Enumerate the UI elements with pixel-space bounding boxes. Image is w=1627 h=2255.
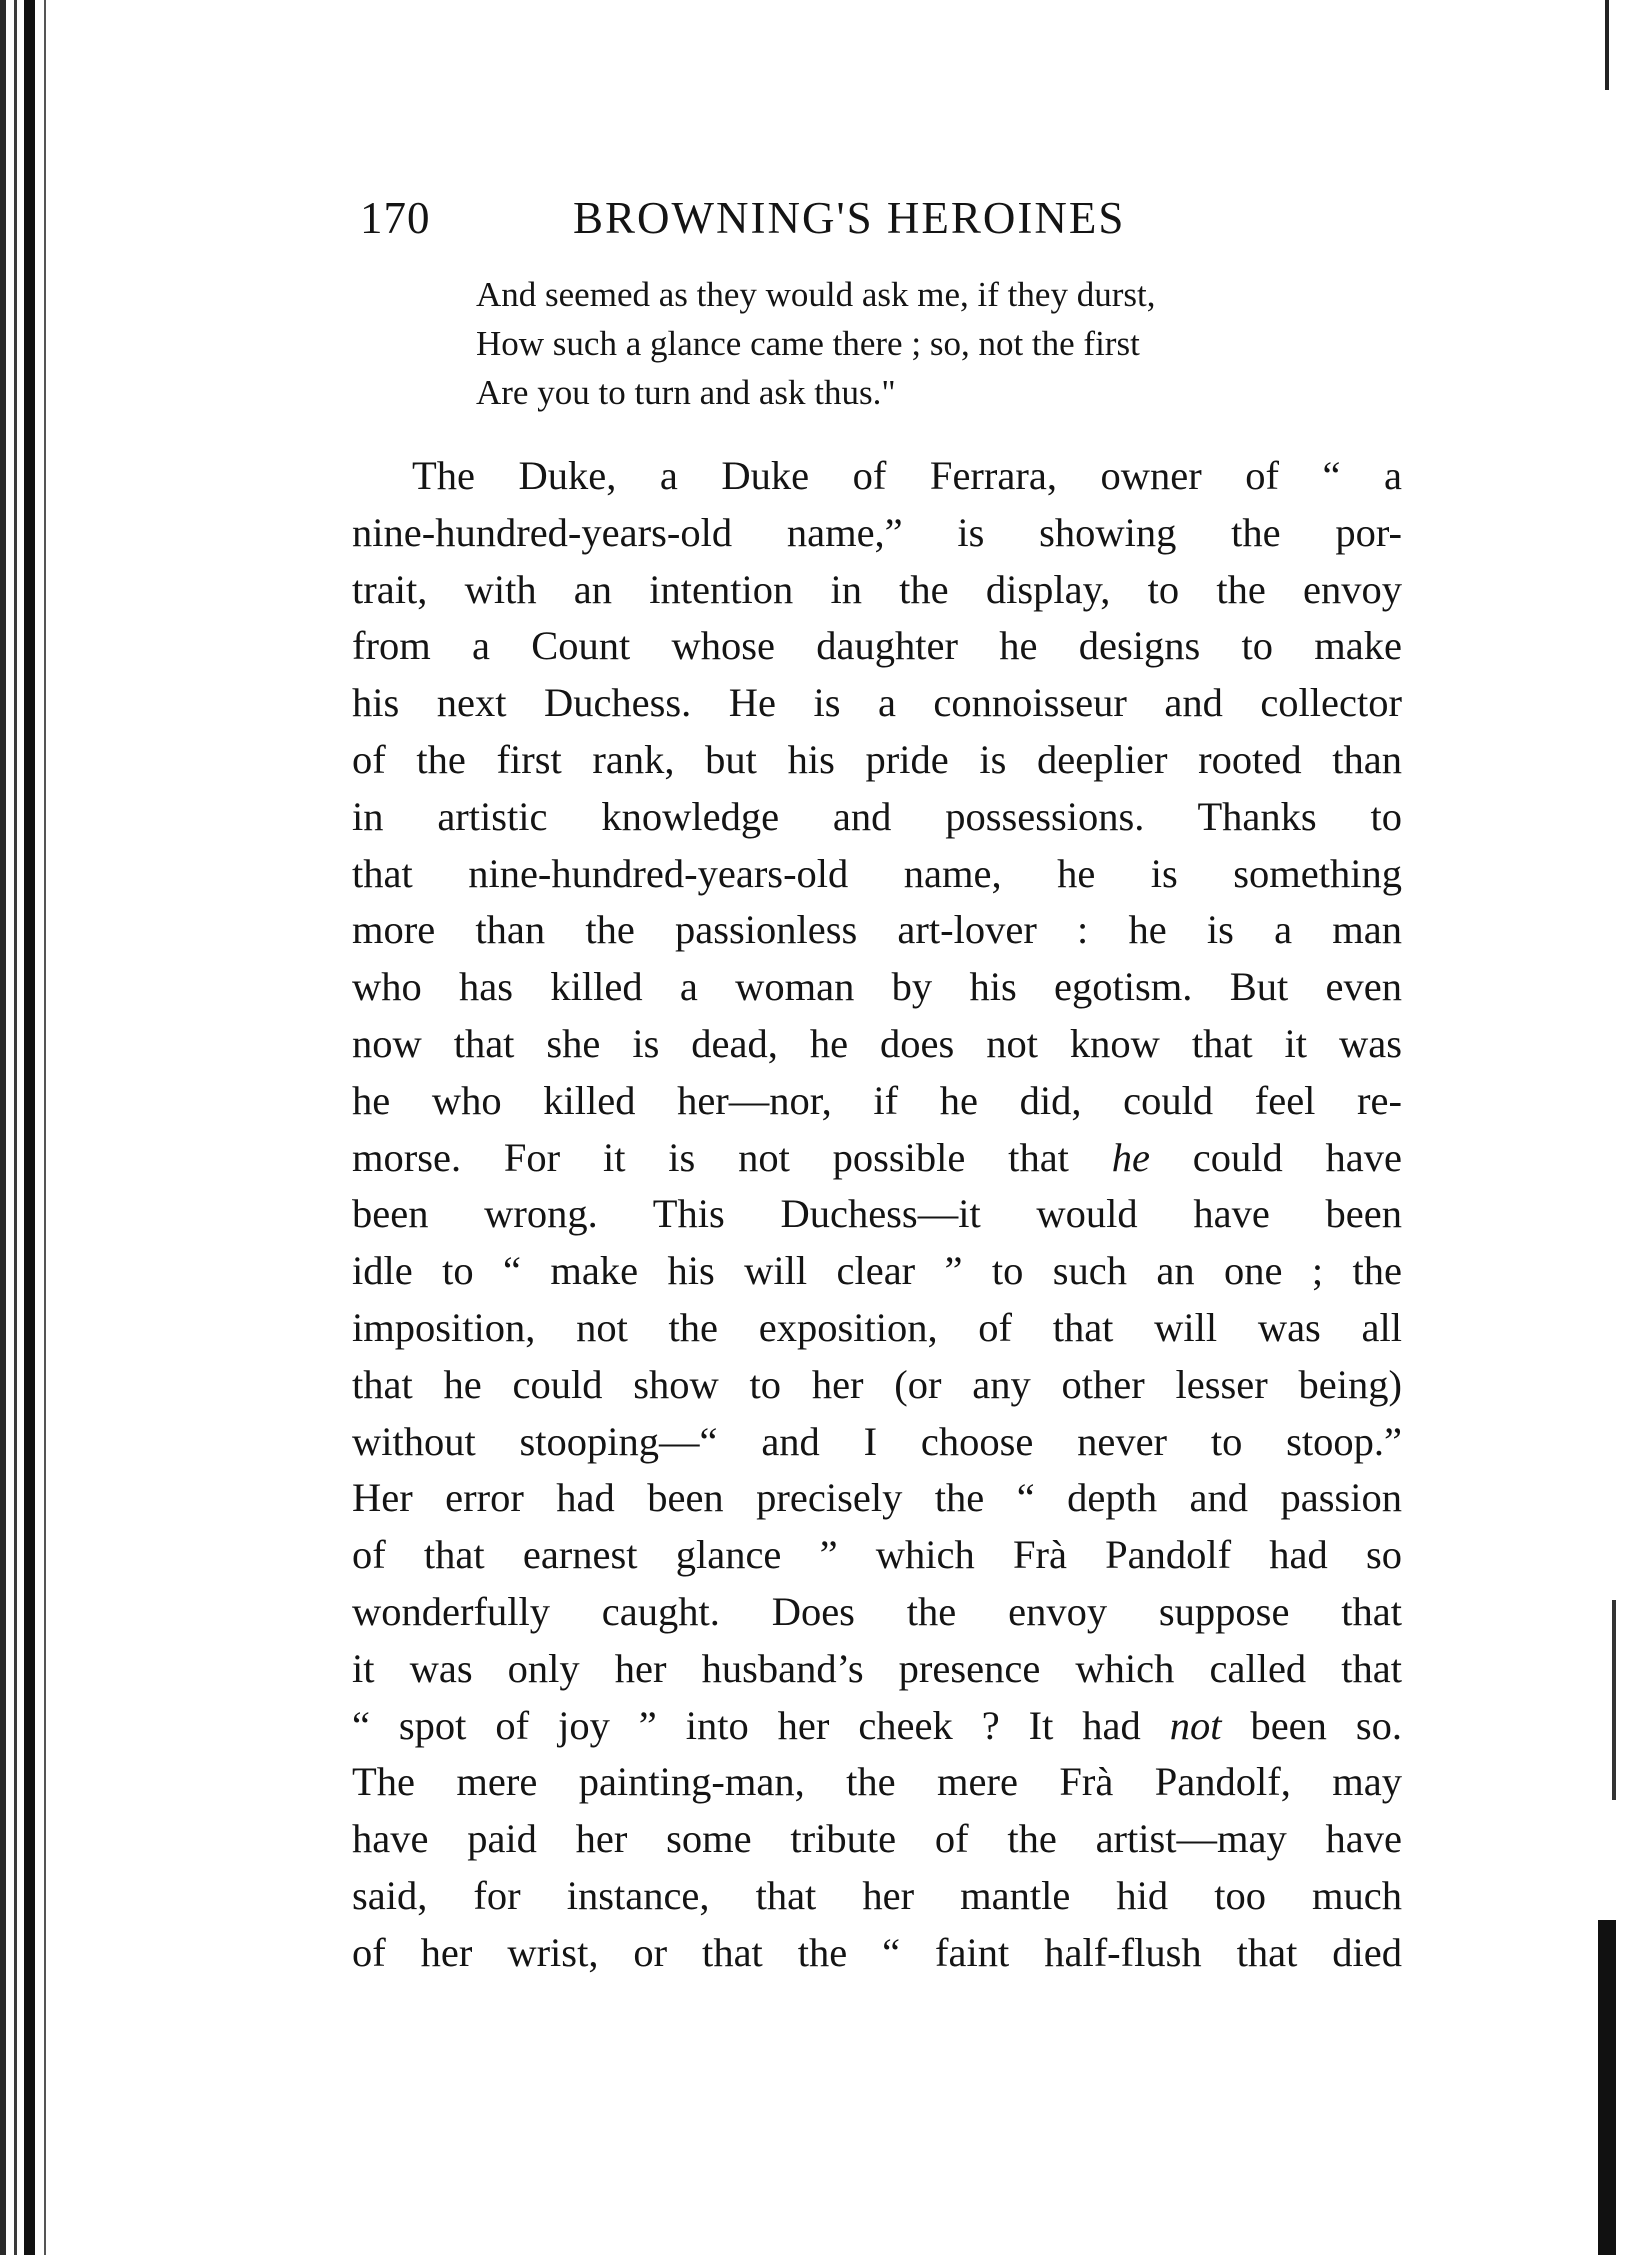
running-head bbox=[360, 188, 1400, 248]
text-segment: been so. bbox=[1221, 1702, 1402, 1748]
running-title: BROWNING'S HEROINES bbox=[573, 193, 1126, 243]
scan-edge-left bbox=[14, 0, 17, 2255]
text-line: who has killed a woman by his egotism. But even bbox=[352, 964, 1402, 1010]
text-line: in artistic knowledge and possessions. Thanks to bbox=[352, 793, 1402, 839]
text-line bbox=[352, 1130, 1402, 1187]
scan-edge-right bbox=[1612, 1600, 1616, 1800]
text-line: wonderfully caught. Does the envoy suppose that bbox=[352, 1588, 1402, 1634]
text-line: he who killed her—nor, if he did, could feel re- bbox=[352, 1077, 1402, 1123]
scan-edge-left bbox=[44, 0, 46, 2255]
scan-edge-left bbox=[0, 0, 6, 2255]
scan-edge-right bbox=[1605, 0, 1609, 90]
text-segment: “ spot of joy ” into her cheek ? It had bbox=[352, 1702, 1170, 1748]
scan-edge-right bbox=[1598, 1920, 1616, 2255]
text-line: now that she is dead, he does not know that it was bbox=[352, 1020, 1402, 1066]
text-line: of that earnest glance ” which Frà Pandolf had so bbox=[352, 1532, 1402, 1578]
text-segment: morse. For it is not possible that bbox=[352, 1134, 1112, 1180]
text-line bbox=[352, 1698, 1402, 1755]
italic-emphasis: he bbox=[1111, 1134, 1150, 1180]
body-paragraph bbox=[352, 448, 1402, 1982]
text-line: without stooping—“ and I choose never to stoop.” bbox=[352, 1418, 1402, 1464]
text-line: imposition, not the exposition, of that will was all bbox=[352, 1304, 1402, 1350]
text-line: more than the passionless art-lover : he is a man bbox=[352, 907, 1402, 953]
scan-edge-left bbox=[24, 0, 35, 2255]
text-line: The mere painting-man, the mere Frà Pandolf, may bbox=[352, 1759, 1402, 1805]
page-number: 170 bbox=[360, 193, 431, 243]
text-line: of the first rank, but his pride is deeplier rooted than bbox=[352, 736, 1402, 782]
text-line: his next Duchess. He is a connoisseur and collector bbox=[352, 680, 1402, 726]
verse-line: How such a glance came there ; so, not the first bbox=[476, 324, 1140, 363]
text-line: have paid her some tribute of the artist—may have bbox=[352, 1816, 1402, 1862]
verse-line: Are you to turn and ask thus." bbox=[476, 373, 896, 412]
text-line: nine-hundred-years-old name,” is showing the por- bbox=[352, 509, 1402, 555]
text-line: Her error had been precisely the “ depth and passion bbox=[352, 1475, 1402, 1521]
text-line: said, for instance, that her mantle hid too much bbox=[352, 1872, 1402, 1918]
text-line: that nine-hundred-years-old name, he is something bbox=[352, 850, 1402, 896]
text-line: that he could show to her (or any other lesser being) bbox=[352, 1361, 1402, 1407]
text-line: from a Count whose daughter he designs to make bbox=[352, 623, 1402, 669]
text-segment: could have bbox=[1149, 1134, 1402, 1180]
text-line: trait, with an intention in the display, to the envoy bbox=[352, 566, 1402, 612]
text-line: been wrong. This Duchess—it would have been bbox=[352, 1191, 1402, 1237]
text-line: of her wrist, or that the “ faint half-flush that died bbox=[352, 1929, 1402, 1975]
verse-line: And seemed as they would ask me, if they durst, bbox=[476, 275, 1156, 314]
italic-emphasis: not bbox=[1169, 1702, 1222, 1748]
text-line: it was only her husband’s presence which called that bbox=[352, 1645, 1402, 1691]
verse-quotation bbox=[476, 270, 1376, 417]
text-line: The Duke, a Duke of Ferrara, owner of “ a bbox=[412, 453, 1402, 498]
text-line: idle to “ make his will clear ” to such an one ; the bbox=[352, 1248, 1402, 1294]
